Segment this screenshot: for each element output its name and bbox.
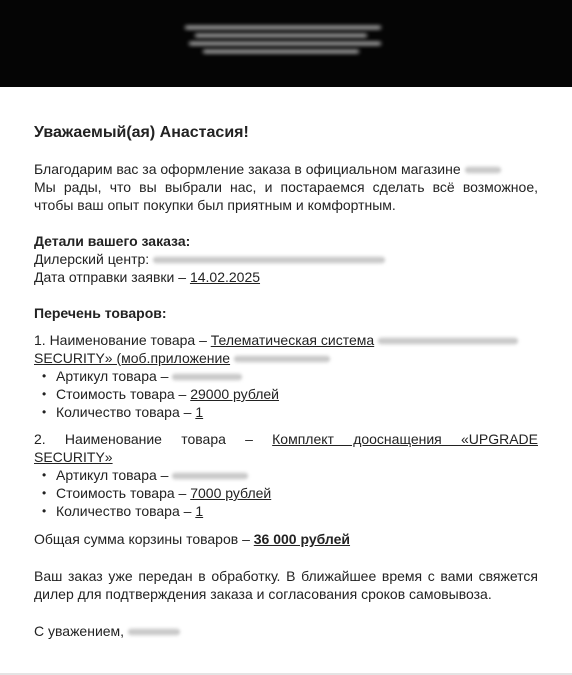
item-1-article-label: Артикул товара –	[56, 368, 173, 384]
signoff-text: С уважением,	[34, 623, 125, 639]
product-item-2	[34, 430, 538, 520]
date-label: Дата отправки заявки –	[34, 269, 190, 285]
redacted-sender-name	[128, 628, 180, 636]
processing-paragraph: Ваш заказ уже передан в обработку. В ближайшее время с вами свяжется дилер для подтверждения заказа и согласования сроков самовывоза.	[34, 568, 538, 602]
redacted-item-1-article	[172, 373, 242, 381]
item-2-qty	[34, 502, 538, 520]
dealer-label: Дилерский центр:	[34, 251, 150, 267]
order-details-block	[34, 232, 538, 286]
item-2-attributes	[34, 466, 538, 520]
item-2-qty-value: 1	[195, 503, 204, 519]
item-1-price-label: Стоимость товара –	[56, 386, 191, 402]
item-1-article	[34, 367, 538, 385]
item-1-name-line2: SECURITY» (моб.приложение	[34, 350, 231, 366]
redacted-item-1-name	[378, 337, 518, 345]
total-label: Общая сумма корзины товаров –	[34, 531, 254, 547]
item-1-price	[34, 385, 538, 403]
blurred-logo	[185, 20, 381, 64]
intro-paragraph	[34, 160, 538, 214]
item-2-price-value: 7000 рублей	[190, 485, 272, 501]
item-1-attributes	[34, 367, 538, 421]
item-1-qty-label: Количество товара –	[56, 404, 196, 420]
item-2-name-line1: Комплект дооснащения «UPGRADE	[272, 431, 538, 447]
item-2-name-line2: SECURITY»	[34, 449, 113, 465]
total-line	[34, 530, 538, 548]
date-value: 14.02.2025	[189, 269, 261, 285]
redacted-item-2-article	[172, 472, 248, 480]
signoff-line	[34, 622, 538, 640]
item-2-price	[34, 484, 538, 502]
item-2-qty-label: Количество товара –	[56, 503, 196, 519]
product-item-1	[34, 331, 538, 421]
email-header-banner	[0, 0, 572, 87]
item-2-name-prefix: 2. Наименование товара –	[34, 431, 273, 447]
total-value: 36 000 рублей	[253, 531, 351, 547]
item-1-price-value: 29000 рублей	[190, 386, 280, 402]
redacted-store-name	[465, 166, 501, 174]
item-2-price-label: Стоимость товара –	[56, 485, 191, 501]
item-1-qty	[34, 403, 538, 421]
item-2-article	[34, 466, 538, 484]
item-1-name-line1: Телематическая система	[210, 332, 375, 348]
order-details-heading: Детали вашего заказа:	[34, 233, 191, 249]
intro-line-1: Благодарим вас за оформление заказа в официальном магазине	[34, 161, 461, 177]
redacted-item-1-app	[234, 355, 330, 363]
item-1-qty-value: 1	[195, 404, 204, 420]
item-2-article-label: Артикул товара –	[56, 467, 173, 483]
intro-line-2: Мы рады, что вы выбрали нас, и постараемся сделать всё возможное, чтобы ваш опыт покупки был приятным и комфортным.	[34, 179, 538, 213]
greeting-heading: Уважаемый(ая) Анастасия!	[34, 124, 249, 141]
item-1-name-prefix: 1. Наименование товара –	[34, 332, 211, 348]
redacted-dealer-name	[153, 256, 385, 264]
product-list-heading: Перечень товаров:	[34, 305, 167, 321]
product-list-block	[34, 304, 538, 322]
